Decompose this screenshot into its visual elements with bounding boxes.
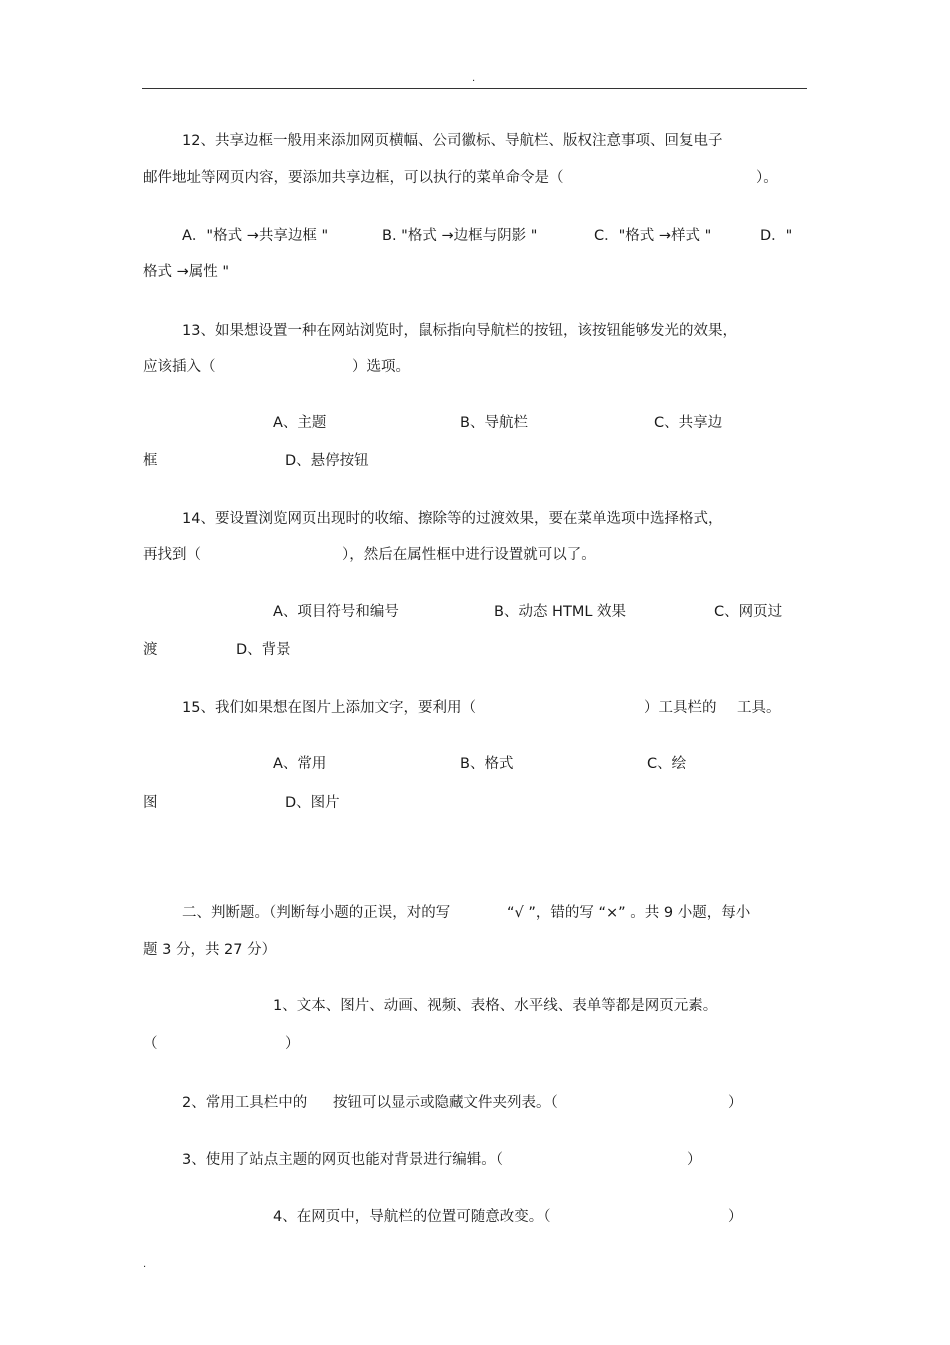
q15-option-b: B、格式 bbox=[460, 756, 514, 772]
q14-line2-close: ），然后在属性框中进行设置就可以了。 bbox=[342, 547, 596, 563]
q13-option-a: A、主题 bbox=[273, 415, 327, 431]
q15-option-a: A、常用 bbox=[273, 756, 327, 772]
judge-item-1-open: （ bbox=[143, 1036, 158, 1052]
q14-line1: 14、要设置浏览网页出现时的收缩、擦除等的过渡效果，要在菜单选项中选择格式， bbox=[182, 511, 723, 527]
q13-option-d: D、悬停按钮 bbox=[285, 453, 369, 469]
q15-option-c-cont: 图 bbox=[143, 795, 158, 811]
q12-option-a: A．"格式 →共享边框 " bbox=[182, 228, 329, 244]
q14-option-c-cont: 渡 bbox=[143, 642, 158, 658]
section2-heading: 二、判断题。（判断每小题的正误，对的写 bbox=[182, 905, 451, 921]
q12-option-d: D．" bbox=[760, 228, 793, 244]
q13-line2: 应该插入（ bbox=[143, 359, 216, 375]
q12-line2: 邮件地址等网页内容，要添加共享边框，可以执行的菜单命令是（ bbox=[143, 170, 564, 186]
judge-item-2: 2、常用工具栏中的 bbox=[182, 1095, 308, 1111]
q13-option-c: C、共享边 bbox=[654, 415, 723, 431]
q12-option-b: B. "格式 →边框与阴影 " bbox=[382, 228, 538, 244]
q15-line1: 15、我们如果想在图片上添加文字，要利用（ bbox=[182, 700, 476, 716]
judge-item-1: 1、文本、图片、动画、视频、表格、水平线、表单等都是网页元素。 bbox=[273, 998, 718, 1014]
q15-option-c: C、绘 bbox=[647, 756, 687, 772]
q14-option-c: C、网页过 bbox=[714, 604, 783, 620]
header-dot: . bbox=[472, 73, 476, 84]
judge-item-4-close: ） bbox=[728, 1209, 743, 1225]
section2-heading-cont: “√ ”，错的写 “×” 。共 9 小题，每小 bbox=[507, 905, 751, 921]
q14-option-a: A、项目符号和编号 bbox=[273, 604, 399, 620]
q15-line1-mid: ）工具栏的 bbox=[644, 700, 717, 716]
q13-line2-close: ）选项。 bbox=[352, 359, 410, 375]
section2-heading-line2: 题 3 分，共 27 分） bbox=[143, 942, 277, 958]
q12-line1: 12、共享边框一般用来添加网页横幅、公司徽标、导航栏、版权注意事项、回复电子 bbox=[182, 133, 723, 149]
q14-option-b: B、动态 HTML 效果 bbox=[494, 604, 627, 620]
q12-line2-close: ）。 bbox=[756, 170, 778, 186]
q13-option-c-cont: 框 bbox=[143, 453, 158, 469]
q12-option-d-cont: 格式 →属性 " bbox=[143, 264, 230, 280]
judge-item-2-close: ） bbox=[728, 1095, 743, 1111]
q12-option-c: C．"格式 →样式 " bbox=[594, 228, 712, 244]
q14-line2: 再找到（ bbox=[143, 547, 201, 563]
q15-line1-end: 工具。 bbox=[737, 700, 781, 716]
judge-item-2-cont: 按钮可以显示或隐藏文件夹列表。（ bbox=[333, 1095, 558, 1111]
judge-item-3: 3、使用了站点主题的网页也能对背景进行编辑。（ bbox=[182, 1152, 503, 1168]
q15-option-d: D、图片 bbox=[285, 795, 340, 811]
q13-line1: 13、如果想设置一种在网站浏览时，鼠标指向导航栏的按钮，该按钮能够发光的效果， bbox=[182, 323, 737, 339]
judge-item-3-close: ） bbox=[687, 1152, 702, 1168]
judge-item-1-close: ） bbox=[285, 1036, 300, 1052]
q13-option-b: B、导航栏 bbox=[460, 415, 528, 431]
header-rule bbox=[142, 88, 807, 89]
q14-option-d: D、背景 bbox=[236, 642, 291, 658]
footer-dot: . bbox=[143, 1259, 147, 1270]
judge-item-4: 4、在网页中，导航栏的位置可随意改变。（ bbox=[273, 1209, 551, 1225]
